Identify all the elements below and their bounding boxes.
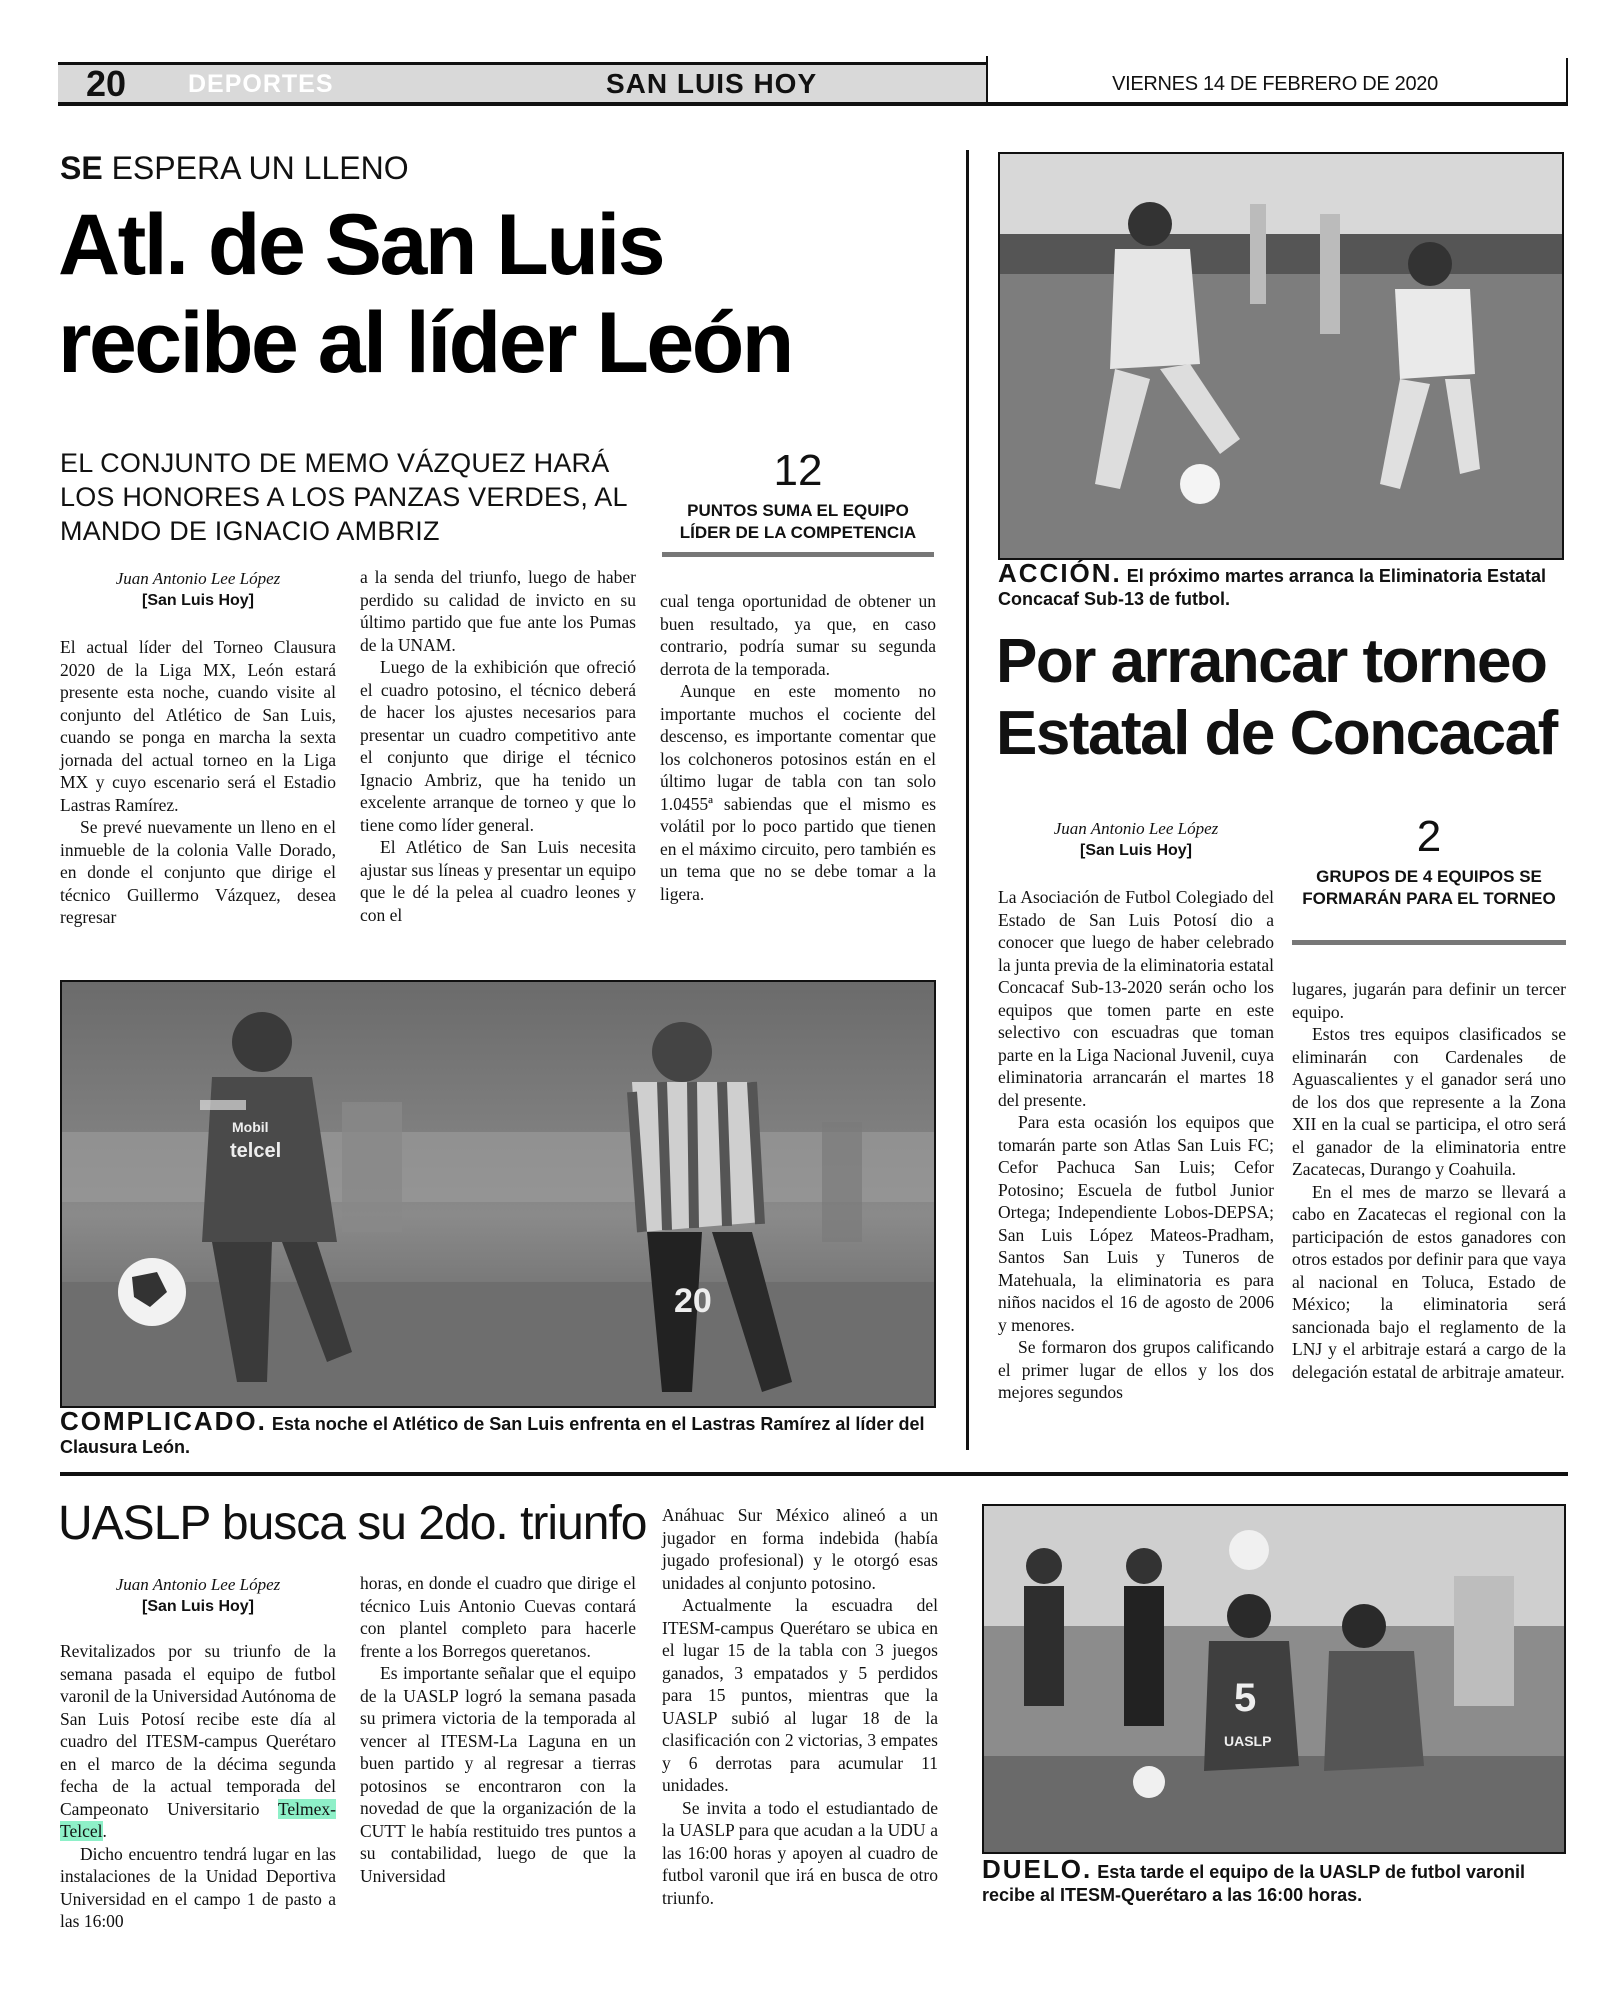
paragraph-end: . <box>102 1821 107 1841</box>
main-photo <box>60 980 936 1408</box>
concacaf-stat-text: GRUPOS DE 4 EQUIPOS SE FORMARÁN PARA EL TORNEO <box>1302 867 1556 908</box>
paragraph <box>60 1640 336 1843</box>
section-divider <box>60 1472 1568 1476</box>
jersey-sponsor-1: Mobil <box>232 1119 269 1135</box>
uaslp-photo <box>982 1504 1566 1854</box>
main-deck: EL CONJUNTO DE MEMO VÁZQUEZ HARÁ LOS HONORES A LOS PANZAS VERDES, AL MANDO DE IGNACIO AMBRIZ <box>60 448 627 546</box>
header-rule-edge <box>1566 58 1568 106</box>
paragraph: Actualmente la escuadra del ITESM-campus Querétaro se ubica en el lugar 15 de la tabla con 3 juegos ganados, 3 empatados y 5 perdidos para 15 puntos, mientras que la UASLP subió al lugar 18 de la clasificación con 2 victorias, 3 empates y 6 derrotas para acumular 11 unidades. <box>662 1595 938 1795</box>
concacaf-photo <box>998 152 1564 560</box>
paragraph: horas, en donde el cuadro que dirige el técnico Luis Antonio Cuevas contará con plantel completo para hacerle frente a los Borregos queretanos. <box>360 1573 636 1661</box>
main-column-1 <box>60 636 336 929</box>
concacaf-caption-lead: ACCIÓN. <box>998 558 1122 588</box>
issue-date: VIERNES 14 DE FEBRERO DE 2020 <box>1112 73 1438 95</box>
uaslp-column-3 <box>662 1504 938 1909</box>
paragraph: Dicho encuentro tendrá lugar en las instalaciones de la Unidad Deportiva Universidad en el campo 1 de pasto a las 16:00 <box>60 1843 336 1931</box>
concacaf-stat-rule <box>1292 940 1566 945</box>
highlighted-text: Telmex-Telcel <box>60 1798 336 1841</box>
main-headline-line1: Atl. de San Luis <box>58 197 664 293</box>
main-caption-text: Esta noche el Atlético de San Luis enfrenta en el Lastras Ramírez al líder del Clausura León. <box>60 1414 925 1457</box>
main-stat-number: 12 <box>773 446 823 495</box>
uaslp-headline: UASLP busca su 2do. triunfo <box>58 1497 647 1550</box>
main-headline <box>58 196 958 392</box>
column-divider <box>966 150 969 1450</box>
paragraph: cual tenga oportunidad de obtener un buen resultado, ya que, en caso contrario, podría sumar su segunda derrota de la temporada. <box>660 591 936 679</box>
header-divider <box>986 56 988 106</box>
paragraph: lugares, jugarán para definir un tercer equipo. <box>1292 979 1566 1022</box>
paragraph: Se prevé nuevamente un lleno en el inmueble de la colonia Valle Dorado, en donde el conjunto que dirige el técnico Guillermo Vázquez, desea regresar <box>60 817 336 927</box>
paragraph: El actual líder del Torneo Clausura 2020 de la Liga MX, León estará presente esta noche, cuando visite al conjunto del Atlético de San Luis, cuando se ponga en marcha la sexta jornada del actual torneo en la Liga MX y cuyo escenario será el Estadio Lastras Ramírez. <box>60 637 336 815</box>
uaslp-photo-caption <box>982 1854 1566 1907</box>
main-byline-outlet: [San Luis Hoy] <box>141 592 254 609</box>
uaslp-jersey-text: UASLP <box>1224 1733 1272 1749</box>
concacaf-column-1 <box>998 886 1274 1404</box>
newspaper-name: SAN LUIS HOY <box>606 68 818 99</box>
jersey-sponsor-2: telcel <box>230 1140 282 1162</box>
paragraph: Anáhuac Sur México alineó a un jugador en forma indebida (había jugado profesional) y le otorgó esas unidades al conjunto potosino. <box>662 1505 938 1593</box>
concacaf-caption-text: El próximo martes arranca la Eliminatoria Estatal Concacaf Sub-13 de futbol. <box>998 566 1546 609</box>
page-number: 20 <box>86 63 127 104</box>
main-stat-rule <box>662 552 934 557</box>
main-column-3 <box>660 590 936 905</box>
main-byline-name: Juan Antonio Lee López <box>115 569 281 588</box>
uaslp-byline-outlet: [San Luis Hoy] <box>141 1598 254 1615</box>
paragraph: La Asociación de Futbol Colegiado del Estado de San Luis Potosí dio a conocer que luego de haber celebrado la junta previa de la eliminatoria estatal Concacaf Sub-13-2020 serán ocho los equipos que tomen parte en este selectivo con escuadras que toman parte en la Liga Nacional Juvenil, cuya eliminatoria arrancarán el martes 18 del presente. <box>998 887 1274 1110</box>
main-stat-text: PUNTOS SUMA EL EQUIPO LÍDER DE LA COMPETENCIA <box>679 501 917 542</box>
paragraph: Para esta ocasión los equipos que tomarán parte son Atlas San Luis FC; Cefor Pachuca San Luis; Cefor Potosino; Escuela de futbol Junior Ortega; Independiente Lobos-DEPSA; San Luis López Mateos-Pradham, Santos San Luis y Tuneros de Matehuala, la eliminatoria es para niños nacidos el 16 de agosto de 2006 y menores. <box>998 1112 1274 1335</box>
paragraph: Luego de la exhibición que ofreció el cuadro potosino, el técnico deberá de hacer los ajustes necesarios para presentar un cuadro competitivo ante el conjunto que dirige el técnico Ignacio Ambriz, que ha tenido un excelente arranque de torneo y que lo tiene como líder general. <box>360 657 636 835</box>
concacaf-photo-caption <box>998 558 1568 611</box>
main-headline-line2: recibe al líder León <box>58 295 792 391</box>
uaslp-column-1 <box>60 1640 336 1933</box>
section-name: DEPORTES <box>188 70 334 98</box>
uaslp-caption-lead: DUELO. <box>982 1854 1093 1884</box>
paragraph: En el mes de marzo se llevará a cabo en Zacatecas el regional con la participación de estos ganadores con otros estados por definir para que vaya al nacional en Toluca, Estado de México; la eliminatoria será sancionada bajo el reglamento de la LNJ y el arbitraje estará a cargo de la delegación estatal de arbitraje amateur. <box>1292 1181 1566 1382</box>
university-soccer-photo <box>984 1506 1564 1852</box>
jersey-number: 20 <box>674 1282 712 1320</box>
paragraph: Estos tres equipos clasificados se eliminarán con Cardenales de Aguascalientes y el ganador será uno de los dos que represente a la Zona XII en la cual se participa, el otro será el ganador de la eliminatoria entre Zacatecas, Durango y Coahuila. <box>1292 1024 1566 1179</box>
main-caption-lead: COMPLICADO. <box>60 1406 267 1436</box>
youth-soccer-photo <box>1000 154 1562 558</box>
paragraph: Se invita a todo el estudiantado de la UASLP para que acudan a la UDU a las 16:00 horas y apoyen al cuadro de futbol varonil que irá en busca de otro triunfo. <box>662 1797 938 1908</box>
concacaf-headline: Por arrancar torneo Estatal de Concacaf <box>996 627 1557 768</box>
paragraph: Se formaron dos grupos calificando el primer lugar de ellos y los dos mejores segundos <box>998 1337 1274 1402</box>
kicker <box>60 146 409 190</box>
main-photo-caption <box>60 1406 940 1459</box>
uaslp-caption-text: Esta tarde el equipo de la UASLP de futbol varonil recibe al ITESM-Querétaro a las 16:00 horas. <box>982 1862 1525 1905</box>
soccer-action-photo <box>62 982 934 1406</box>
concacaf-stat-number: 2 <box>1416 812 1442 861</box>
kicker-bold: SE <box>60 150 103 186</box>
kicker-text: ESPERA UN LLENO <box>111 150 409 186</box>
concacaf-byline-outlet: [San Luis Hoy] <box>1079 842 1192 859</box>
paragraph: a la senda del triunfo, luego de haber perdido su calidad de invicto en su último partido que fue ante los Pumas de la UNAM. <box>360 567 636 655</box>
paragraph: El Atlético de San Luis necesita ajustar sus líneas y presentar un equipo que le dé la pelea al cuadro leones y con el <box>360 837 636 925</box>
paragraph: Es importante señalar que el equipo de la UASLP logró la semana pasada su primera victoria de la temporada al vencer al ITESM-La Laguna en un buen partido y al regresar a tierras potosinos se encontraron con la novedad de que la organización de la CUTT le había restituido tres puntos a su contabilidad, luego de que la Universidad <box>360 1663 636 1886</box>
uaslp-column-2 <box>360 1572 636 1887</box>
concacaf-byline-name: Juan Antonio Lee López <box>1053 819 1219 838</box>
uaslp-jersey-number: 5 <box>1234 1676 1257 1720</box>
uaslp-byline-name: Juan Antonio Lee López <box>115 1575 281 1594</box>
main-column-2 <box>360 566 636 926</box>
paragraph-text: Revitalizados por su triunfo de la semana pasada el equipo de futbol varonil de la Universidad Autónoma de San Luis Potosí recibe este día al cuadro del ITESM-campus Querétaro en el marco de la décima segunda fecha de la actual temporada del Campeonato Universitario <box>60 1641 336 1819</box>
paragraph: Aunque en este momento no importante muchos el cociente del descenso, es importante comentar que los colchoneros potosinos están en el último lugar de tabla con tan solo 1.0455ª sabiendas que el mismo es volátil por lo poco partido que tienen en el máximo circuito, pero también es un tema que no se debe tomar a la ligera. <box>660 681 936 904</box>
concacaf-column-2 <box>1292 978 1566 1383</box>
